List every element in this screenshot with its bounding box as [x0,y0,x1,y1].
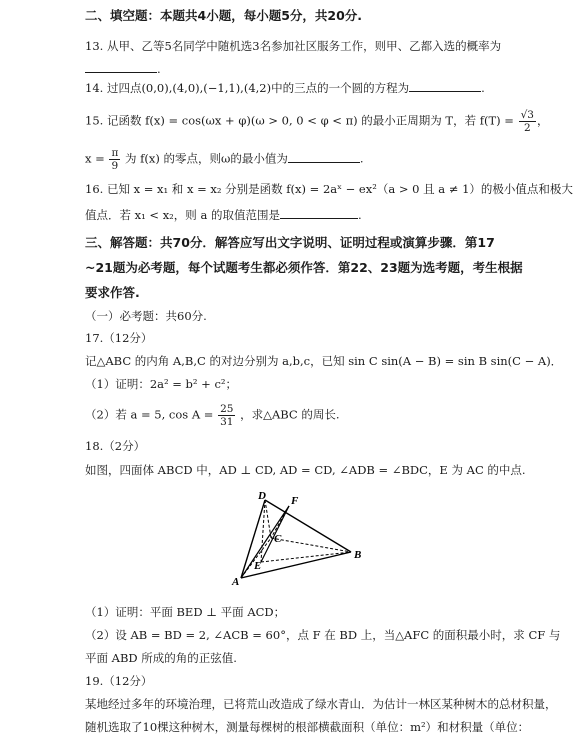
q15-fraction-pi-over-9: $\frac{\pi}{9}$ [111,147,119,172]
answer-blank-15 [288,152,360,163]
q18-header: 18.（2分） [85,439,146,453]
q19-line2: 随机选取了10棵这种树木，测量每棵树的根部横截面积（单位：m²）和材积量（单位： [85,720,530,734]
q18-part2-line1: （2）设 AB = BD = 2, ∠ACB = 60°，点 F 在 BD 上，当△AFC 的面积最小时，求 CF 与 [85,628,561,642]
q15-line2: x = $\frac{\pi}{9}$ 为 f(x) 的零点，则ω的最小值为 . [85,147,364,172]
label-C: C [274,533,282,545]
section3-line1: 三、解答题：共70分．解答应写出文字说明、证明过程或演算步骤．第17 [85,235,495,250]
q19-line1: 某地经过多年的环境治理，已将荒山改造成了绿水青山．为估计一林区某种树木的总材积量， [85,697,557,711]
label-D: D [258,490,266,502]
edge-AF [241,506,289,578]
q13-line1: 13. 从甲、乙等5名同学中随机选3名参加社区服务工作，则甲、乙都入选的概率为 [85,39,502,53]
q17-header: 17.（12分） [85,331,153,345]
required-questions-note: （一）必考题：共60分. [85,309,207,323]
q16-line1: 16. 已知 x = x₁ 和 x = x₂ 分别是函数 f(x) = 2aˣ − ex²（a > 0 且 a ≠ 1）的极小值点和极大 [85,182,573,196]
tetrahedron-figure [225,490,375,588]
answer-blank-13 [85,62,157,73]
answer-blank-14 [409,81,481,92]
section2-heading: 二、填空题：本题共4小题，每小题5分，共20分. [85,8,363,23]
q18-part2-line2: 平面 ABD 所成的角的正弦值. [85,651,237,665]
q17-fraction-25-over-31: $\frac{25}{31}$ [220,403,234,428]
edge-EB [261,552,351,562]
q16-line2: 值点．若 x₁ < x₂，则 a 的取值范围是 . [85,208,362,222]
edge-DC [265,500,271,538]
q17-part1: （1）证明：2a² = b² + c²； [85,377,238,391]
edge-DA [241,500,265,578]
label-E: E [254,560,262,572]
section3-line3: 要求作答. [85,285,140,300]
q15-line1: 15. 记函数 f(x) = cos(ωx + φ)(ω > 0, 0 < φ < π) 的最小正周期为 T，若 f(T) = $\frac{√3}{2}$ ， [85,109,549,134]
label-A: A [232,576,240,588]
q19-header: 19.（12分） [85,674,153,688]
label-B: B [354,549,362,561]
q13-line2: . [85,62,161,76]
q18-stem: 如图，四面体 ABCD 中，AD ⊥ CD, AD = CD, ∠ADB = ∠BDC，E 为 AC 的中点. [85,463,526,477]
label-F: F [291,495,299,507]
q15-fraction-sqrt3-over-2: $\frac{√3}{2}$ [520,109,534,134]
section3-line2: ~21题为必考题，每个试题考生都必须作答．第22、23题为选考题，考生根据 [85,260,523,275]
q17-stem: 记△ABC 的内角 A,B,C 的对边分别为 a,b,c，已知 sin C sin(A − B) = sin B sin(C − A)． [85,354,563,368]
q17-part2: （2）若 a = 5, cos A = $\frac{25}{31}$ ，求△ABC 的周长. [85,403,340,428]
answer-blank-16 [280,208,358,219]
q18-part1: （1）证明：平面 BED ⊥ 平面 ACD； [85,605,286,619]
q14-line: 14. 过四点(0,0),(4,0),(−1,1),(4,2)中的三点的一个圆的方程为 . [85,81,485,95]
